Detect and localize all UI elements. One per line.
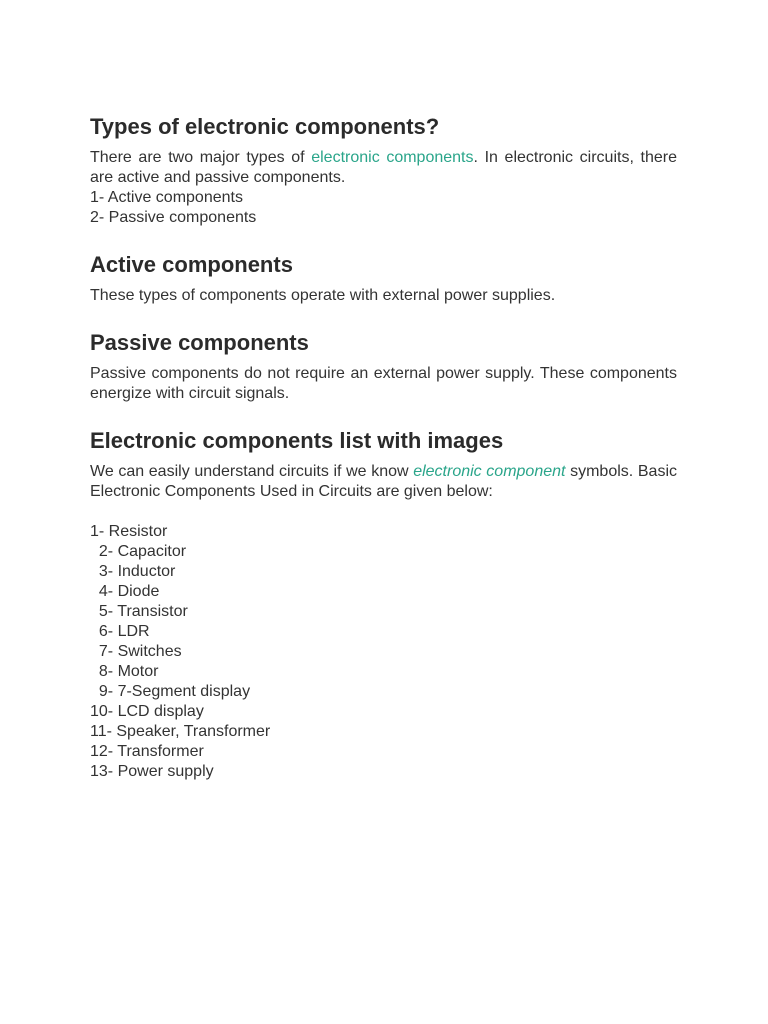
- list-item: 1- Active components: [90, 189, 243, 206]
- heading-passive: Passive components: [90, 330, 309, 355]
- list-item: 10- LCD display: [90, 703, 204, 720]
- list-item: 5- Transistor: [90, 603, 188, 620]
- section-passive: [90, 328, 677, 404]
- list-item: 7- Switches: [90, 643, 182, 660]
- section-list: [90, 426, 677, 782]
- list-item: 13- Power supply: [90, 763, 214, 780]
- list-intro-before: We can easily understand circuits if we know: [90, 463, 414, 480]
- electronic-components-link[interactable]: electronic components: [311, 149, 474, 166]
- section-active: [90, 250, 677, 306]
- document-page: [90, 112, 677, 782]
- list-item: 8- Motor: [90, 663, 159, 680]
- types-intro-before: There are two major types of: [90, 149, 312, 166]
- spacer: [90, 502, 677, 522]
- electronic-component-link[interactable]: electronic component: [413, 463, 566, 480]
- list-item: 2- Passive components: [90, 209, 257, 226]
- list-item: 4- Diode: [90, 583, 160, 600]
- list-item: 3- Inductor: [90, 563, 176, 580]
- heading-types: Types of electronic components?: [90, 114, 440, 139]
- types-intro-after: . In electronic circuits, there are active and passive components.: [90, 149, 677, 186]
- heading-list: Electronic components list with images: [90, 428, 504, 453]
- list-item: 2- Capacitor: [90, 543, 187, 560]
- list-intro-after: symbols. Basic Electronic Components Used in Circuits are given below:: [90, 463, 677, 500]
- types-intro: [90, 148, 677, 188]
- active-text: These types of components operate with external power supplies.: [90, 287, 556, 304]
- list-intro: [90, 462, 677, 502]
- section-types: [90, 112, 677, 228]
- list-item: 1- Resistor: [90, 523, 168, 540]
- passive-text: Passive components do not require an external power supply. These components energize with circuit signals.: [90, 365, 677, 402]
- list-item: 12- Transformer: [90, 743, 204, 760]
- heading-active: Active components: [90, 252, 293, 277]
- list-item: 6- LDR: [90, 623, 150, 640]
- list-item: 9- 7-Segment display: [90, 683, 251, 700]
- list-item: 11- Speaker, Transformer: [90, 723, 271, 740]
